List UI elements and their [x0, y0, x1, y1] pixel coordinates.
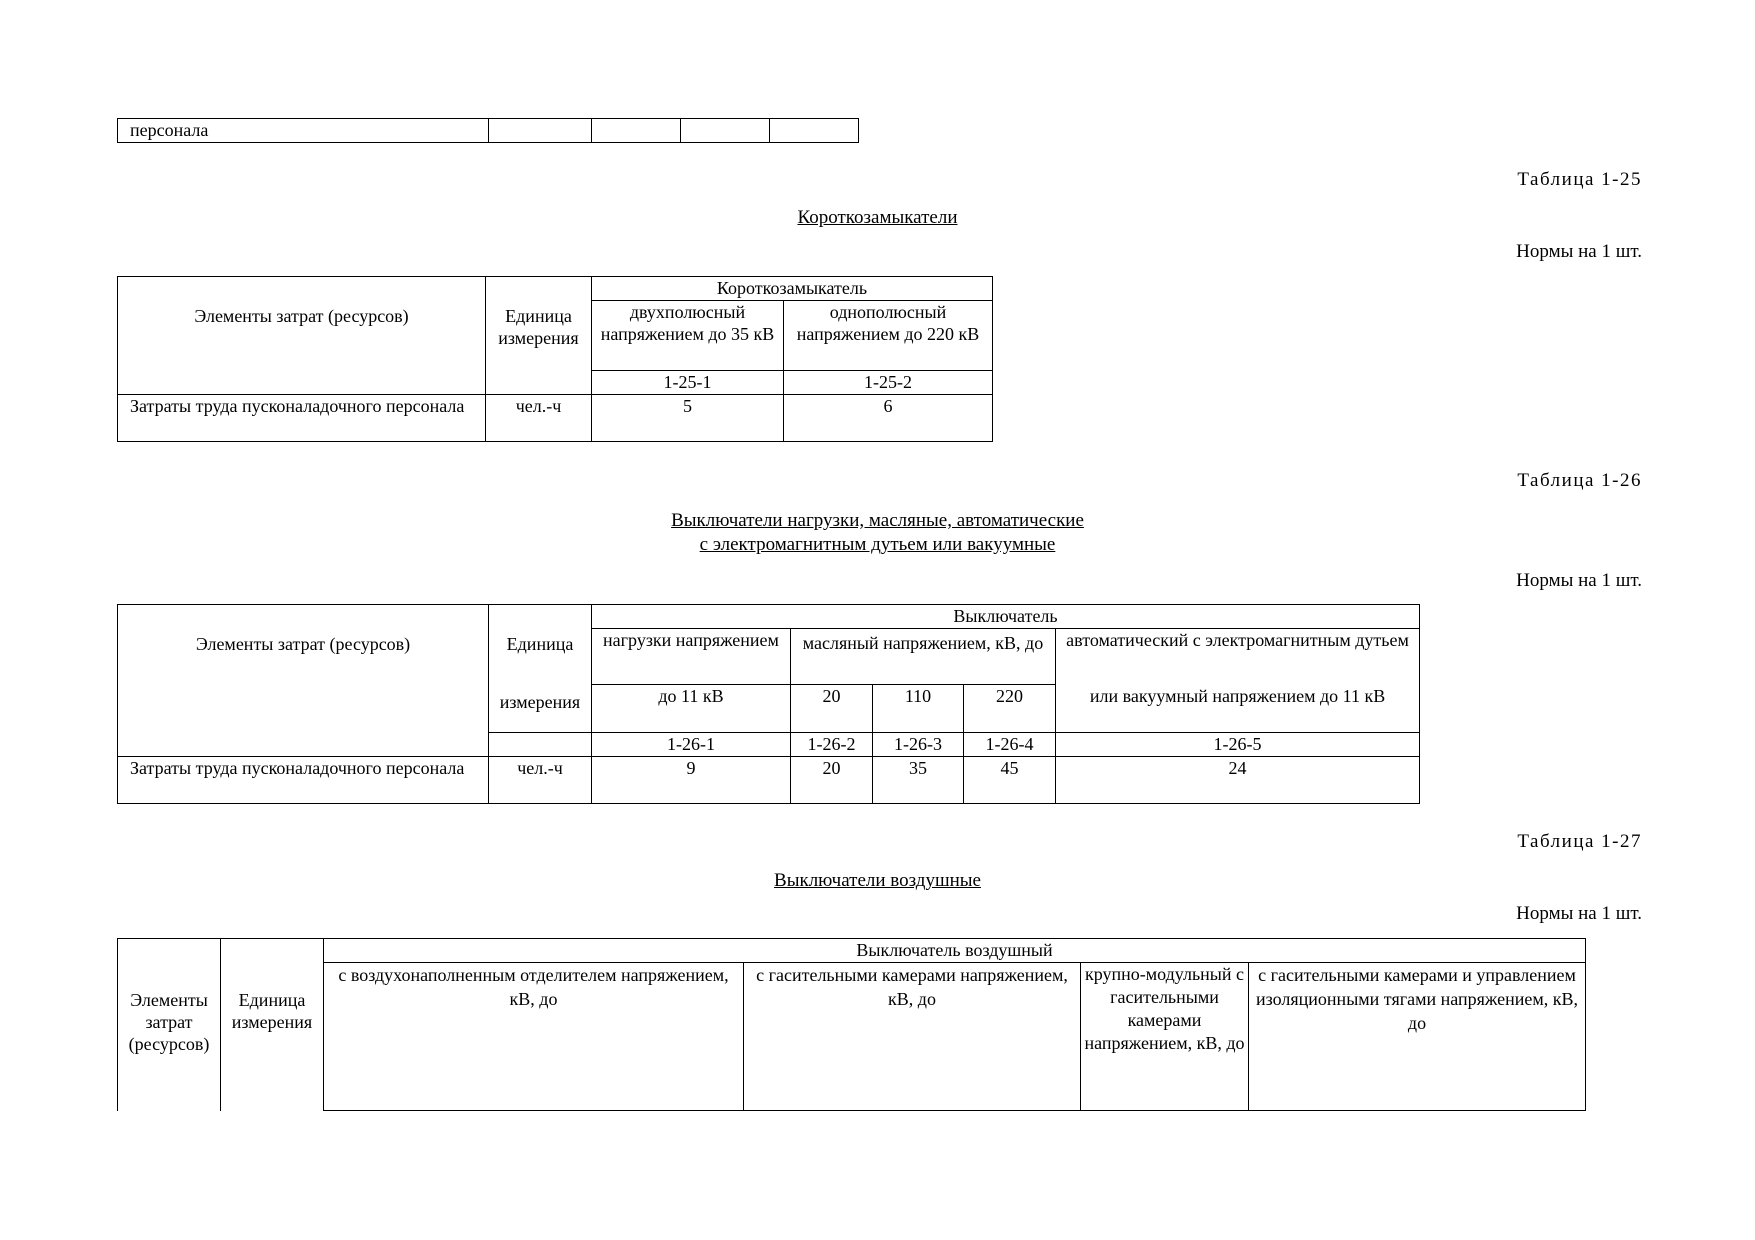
header-elements: Элементы затрат (ресурсов) [118, 939, 221, 1111]
row-unit: чел.-ч [486, 395, 592, 442]
header-col-1: с воздухонаполненным отделителем напряжением, кВ, до [324, 963, 744, 1111]
value-cell: 24 [1056, 757, 1420, 804]
table-title: Выключатели воздушные [774, 870, 981, 891]
table-1-25 [117, 276, 993, 442]
header-col-3: крупно-модульный с гасительными камерами напряжением, кВ, до [1081, 963, 1249, 1111]
header-unit: Единица измерения [221, 939, 324, 1111]
norm-label: Нормы на 1 шт. [1516, 903, 1642, 924]
code-cell: 1-25-1 [592, 371, 784, 395]
code-cell: 1-26-4 [964, 733, 1056, 757]
header-col-2: с гасительными камерами напряжением, кВ, до [744, 963, 1081, 1111]
header-elements: Элементы затрат (ресурсов) [118, 277, 486, 395]
oil-voltage: 220 [964, 685, 1056, 733]
header-load-bottom: до 11 кВ [592, 685, 791, 733]
empty-cell [488, 119, 591, 143]
empty-cell [680, 119, 769, 143]
norm-label: Нормы на 1 шт. [1516, 241, 1642, 262]
value-cell: 20 [791, 757, 873, 804]
table-title-line1: Выключатели нагрузки, масляные, автоматические [671, 510, 1084, 531]
header-auto-top: автоматический с электромагнитным дутьем [1056, 629, 1420, 685]
table-caption: Таблица 1-25 [1517, 169, 1642, 190]
value-cell: 35 [873, 757, 964, 804]
empty-cell [591, 119, 680, 143]
header-oil: масляный напряжением, кВ, до [791, 629, 1056, 685]
code-cell: 1-26-3 [873, 733, 964, 757]
value-cell: 9 [592, 757, 791, 804]
code-cell: 1-26-2 [791, 733, 873, 757]
row-label: Затраты труда пусконаладочного персонала [118, 757, 489, 804]
header-unit-bottom: измерения [489, 685, 592, 733]
row-label: персонала [118, 119, 489, 143]
header-group: Выключатель [592, 605, 1420, 629]
table-1-27 [117, 938, 1586, 1111]
header-unit-top: Единица [489, 605, 592, 685]
table-caption: Таблица 1-26 [1517, 470, 1642, 491]
code-cell: 1-25-2 [784, 371, 993, 395]
value-cell: 5 [592, 395, 784, 442]
header-group: Короткозамыкатель [592, 277, 993, 301]
value-cell: 45 [964, 757, 1056, 804]
header-auto-bottom: или вакуумный напряжением до 11 кВ [1056, 685, 1420, 733]
row-unit: чел.-ч [489, 757, 592, 804]
header-load: нагрузки напряжением [592, 629, 791, 685]
header-elements: Элементы затрат (ресурсов) [118, 605, 489, 757]
code-cell: 1-26-1 [592, 733, 791, 757]
header-unit: Единица измерения [486, 277, 592, 395]
table-caption: Таблица 1-27 [1517, 831, 1642, 852]
code-cell: 1-26-5 [1056, 733, 1420, 757]
row-label: Затраты труда пусконаладочного персонала [118, 395, 486, 442]
table-title: Короткозамыкатели [797, 207, 958, 228]
value-cell: 6 [784, 395, 993, 442]
table-title-line2: с электромагнитным дутьем или вакуумные [699, 534, 1056, 555]
table-1-26 [117, 604, 1420, 804]
norm-label: Нормы на 1 шт. [1516, 570, 1642, 591]
oil-voltage: 110 [873, 685, 964, 733]
continued-table-fragment [117, 118, 859, 143]
oil-voltage: 20 [791, 685, 873, 733]
header-col-1: двухполюсный напряжением до 35 кВ [592, 301, 784, 371]
header-group: Выключатель воздушный [324, 939, 1586, 963]
empty-cell [769, 119, 858, 143]
empty-cell [489, 733, 592, 757]
header-col-4: с гасительными камерами и управлением изоляционными тягами напряжением, кВ, до [1249, 963, 1586, 1111]
header-col-2: однополюсный напряжением до 220 кВ [784, 301, 993, 371]
